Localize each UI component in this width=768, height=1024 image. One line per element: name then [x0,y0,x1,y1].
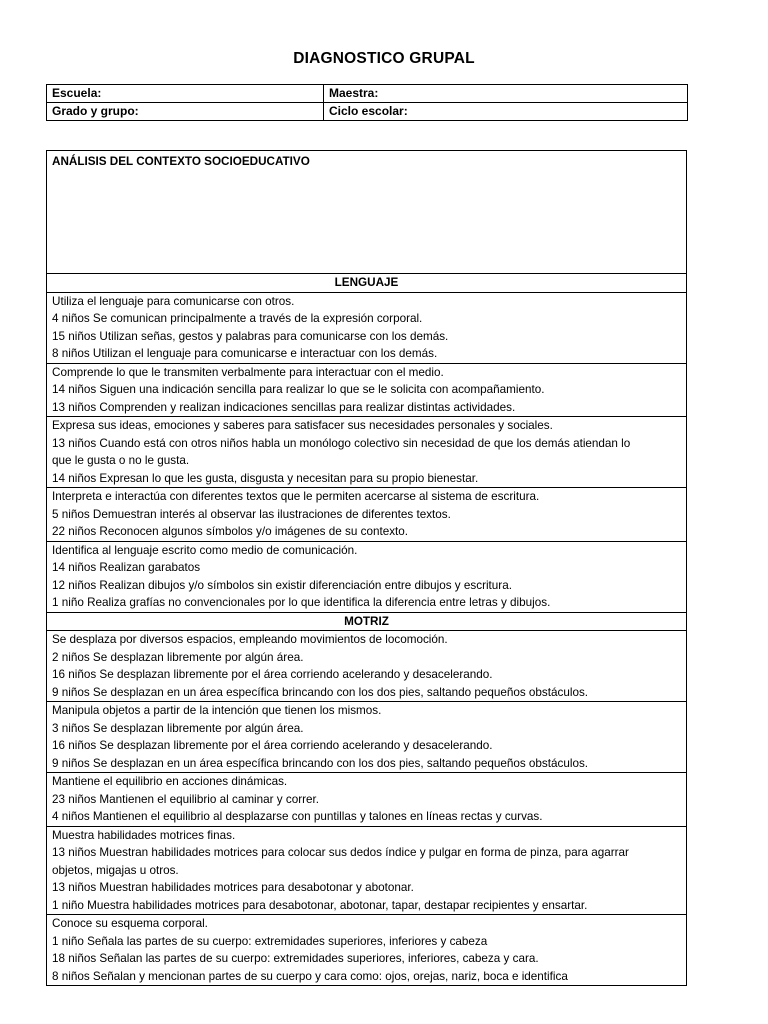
indicator-detail: 3 niños Se desplazan libremente por algún área. [52,721,304,735]
indicator-detail: 13 niños Muestran habilidades motrices para desabotonar y abotonar. [52,881,414,894]
section-header: MOTRIZ [47,612,687,631]
indicator-detail: 14 niños Siguen una indicación sencilla para realizar lo que se le solicita con acompañamiento. [52,383,545,396]
indicator-detail: 13 niños Comprenden y realizan indicaciones sencillas para realizar distintas actividades. [52,400,516,414]
indicator-cell [47,826,687,915]
indicator-row [47,541,687,612]
diagnostic-table [46,150,687,986]
indicator-cell [47,541,687,612]
document-title: DIAGNOSTICO GRUPAL [293,50,475,67]
escuela-field: Escuela: [47,85,324,103]
section-header-row [47,612,687,631]
indicator-title: Identifica al lenguaje escrito como medio de comunicación. [52,543,358,557]
indicator-detail: 1 niño Señala las partes de su cuerpo: extremidades superiores, inferiores y cabeza [52,934,488,948]
indicator-detail: 4 niños Se comunican principalmente a través de la expresión corporal. [52,312,423,325]
indicator-title: Expresa sus ideas, emociones y saberes para satisfacer sus necesidades personales y sociales. [52,419,553,432]
section-header: LENGUAJE [47,274,687,293]
indicator-row [47,488,687,542]
indicator-title: Comprende lo que le transmiten verbalmente para interactuar con el medio. [52,365,444,379]
indicator-cell [47,292,687,363]
indicator-row [47,417,687,488]
indicator-detail: 18 niños Señalan las partes de su cuerpo: extremidades superiores, inferiores, cabeza y cara. [52,952,539,965]
indicator-detail: 5 niños Demuestran interés al observar las ilustraciones de diferentes textos. [52,507,451,521]
indicator-detail: 22 niños Reconocen algunos símbolos y/o imágenes de su contexto. [52,525,409,538]
indicator-detail: 8 niños Señalan y mencionan partes de su cuerpo y cara como: ojos, orejas, nariz, boca e identifica [52,969,568,983]
indicator-detail: 1 niño Muestra habilidades motrices para desabotonar, abotonar, tapar, destapar recipientes y ensartar. [52,898,588,912]
indicator-row [47,826,687,915]
indicator-detail: 9 niños Se desplazan en un área específica brincando con los dos pies, saltando pequeños obstáculos. [52,685,589,699]
maestra-field: Maestra: [324,85,688,103]
indicator-row [47,702,687,773]
ciclo-field: Ciclo escolar: [324,103,688,121]
indicator-detail: 15 niños Utilizan señas, gestos y palabras para comunicarse con los demás. [52,329,449,343]
info-row [47,103,688,121]
indicator-title: Conoce su esquema corporal. [52,917,208,930]
indicator-detail: 9 niños Se desplazan en un área específica brincando con los dos pies, saltando pequeños obstáculos. [52,756,589,770]
indicator-detail: 4 niños Mantienen el equilibrio al desplazarse con puntillas y talones en líneas rectas y curvas. [52,810,543,823]
indicator-title: Se desplaza por diversos espacios, empleando movimientos de locomoción. [52,633,448,646]
indicator-cell [47,417,687,488]
info-row [47,85,688,103]
indicator-title: Manipula objetos a partir de la intención que tienen los mismos. [52,704,382,717]
indicator-detail: 13 niños Cuando está con otros niños habla un monólogo colectivo sin necesidad de que los demás atiendan lo [52,436,631,450]
indicator-detail: 8 niños Utilizan el lenguaje para comunicarse e interactuar con los demás. [52,347,438,360]
indicator-cell [47,702,687,773]
section-header-row [47,274,687,293]
indicator-cell [47,631,687,702]
indicator-title: Utiliza el lenguaje para comunicarse con otros. [52,294,295,308]
analysis-row [47,151,687,274]
indicator-detail: 2 niños Se desplazan libremente por algún área. [52,650,304,664]
indicator-cell [47,773,687,827]
school-info-table [46,84,688,121]
indicator-cell [47,915,687,986]
indicator-title: Mantiene el equilibrio en acciones dinámicas. [52,775,288,788]
indicator-detail: 1 niño Realiza grafías no convencionales por lo que identifica la diferencia entre letras y dibujos. [52,596,551,609]
indicator-detail: 12 niños Realizan dibujos y/o símbolos sin existir diferenciación entre dibujos y escritura. [52,578,512,592]
indicator-row [47,915,687,986]
indicator-cell [47,363,687,417]
indicator-title: Interpreta e interactúa con diferentes textos que le permiten acercarse al sistema de escritura. [52,490,540,503]
indicator-detail: 14 niños Expresan lo que les gusta, disgusta y necesitan para su propio bienestar. [52,471,479,485]
grado-field: Grado y grupo: [47,103,324,121]
indicator-detail: 13 niños Muestran habilidades motrices para colocar sus dedos índice y pulgar en forma de pinza, para agarrar [52,846,629,859]
indicator-cell [47,488,687,542]
indicator-detail: que le gusta o no le gusta. [52,454,190,467]
analysis-heading: ANÁLISIS DEL CONTEXTO SOCIOEDUCATIVO [47,151,687,274]
indicator-detail: 16 niños Se desplazan libremente por el área corriendo acelerando y desacelerando. [52,739,493,752]
indicator-title: Muestra habilidades motrices finas. [52,828,236,842]
indicator-detail: 16 niños Se desplazan libremente por el área corriendo acelerando y desacelerando. [52,668,493,681]
indicator-row [47,631,687,702]
indicator-detail: 14 niños Realizan garabatos [52,561,201,574]
indicator-row [47,773,687,827]
indicator-row [47,292,687,363]
indicator-detail: 23 niños Mantienen el equilibrio al caminar y correr. [52,792,320,806]
indicator-row [47,363,687,417]
indicator-detail: objetos, migajas u otros. [52,863,179,877]
